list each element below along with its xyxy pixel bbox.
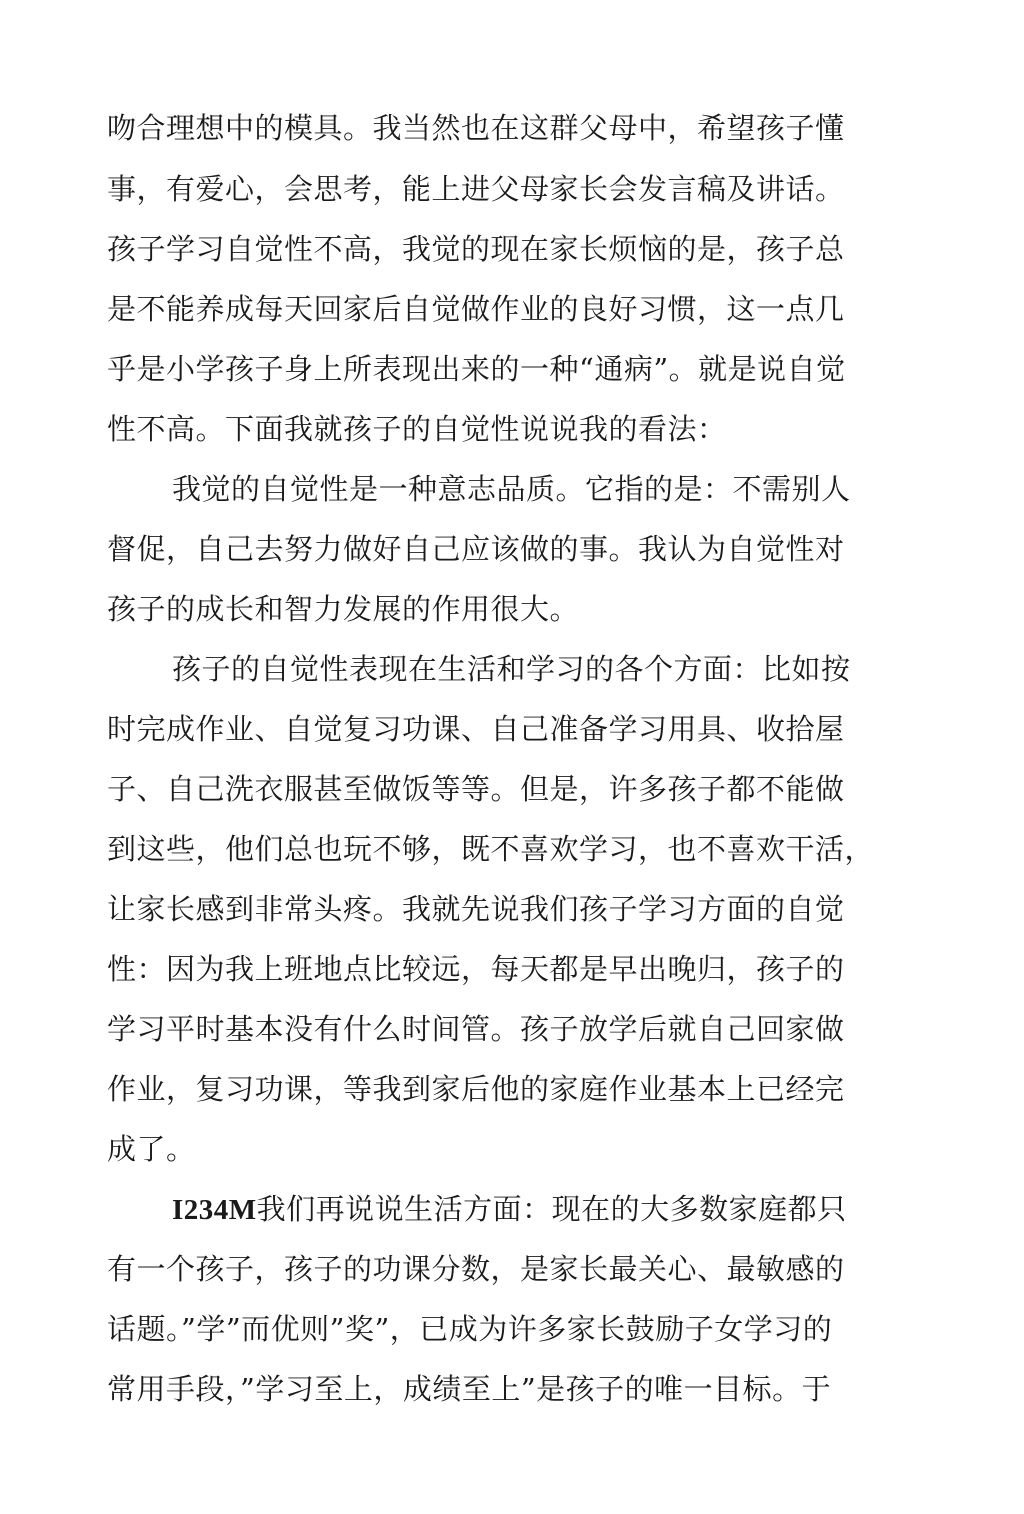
text-line: 成了。 (107, 1132, 196, 1166)
text-line: 学习平时基本没有什么时间管。孩子放学后就自己回家做 (107, 1012, 845, 1046)
text-line: 让家长感到非常头疼。我就先说我们孩子学习方面的自觉 (107, 892, 845, 926)
text-line: 性：因为我上班地点比较远，每天都是早出晚归，孩子的 (107, 952, 845, 986)
text-line: 督促，自己去努力做好自己应该做的事。我认为自觉性对 (107, 532, 845, 566)
text-line-rest: 我们再说说生活方面：现在的大多数家庭都只 (256, 1192, 847, 1226)
text-line (172, 1189, 847, 1230)
text-line: 时完成作业、自觉复习功课、自己准备学习用具、收拾屋 (107, 712, 845, 746)
text-line: 孩子的成长和智力发展的作用很大。 (107, 592, 580, 626)
text-line: 有一个孩子，孩子的功课分数，是家长最关心、最敏感的 (107, 1252, 845, 1286)
text-line: 事，有爱心，会思考，能上进父母家长会发言稿及讲话。 (107, 172, 845, 206)
text-line: 作业，复习功课，等我到家后他的家庭作业基本上已经完 (107, 1072, 845, 1106)
text-line: 到这些，他们总也玩不够，既不喜欢学习，也不喜欢干活， (107, 832, 875, 866)
text-line: 是不能养成每天回家后自觉做作业的良好习惯，这一点几 (107, 292, 845, 326)
text-line: 孩子的自觉性表现在生活和学习的各个方面：比如按 (172, 652, 851, 686)
text-line: 话题。”学”而优则”奖”，已成为许多家长鼓励子女学习的 (107, 1312, 833, 1346)
text-line: 性不高。下面我就孩子的自觉性说说我的看法： (107, 412, 727, 446)
text-line: 我觉的自觉性是一种意志品质。它指的是：不需别人 (172, 472, 851, 506)
bold-lead-text: I234M (172, 1194, 257, 1226)
text-line: 乎是小学孩子身上所表现出来的一种“通病”。就是说自觉 (107, 352, 846, 386)
text-line: 孩子学习自觉性不高，我觉的现在家长烦恼的是，孩子总 (107, 232, 845, 266)
text-line: 常用手段，”学习至上，成绩至上”是孩子的唯一目标。于 (107, 1372, 832, 1406)
text-line: 子、自己洗衣服甚至做饭等等。但是，许多孩子都不能做 (107, 772, 845, 806)
text-line: 吻合理想中的模具。我当然也在这群父母中，希望孩子懂 (107, 111, 845, 145)
